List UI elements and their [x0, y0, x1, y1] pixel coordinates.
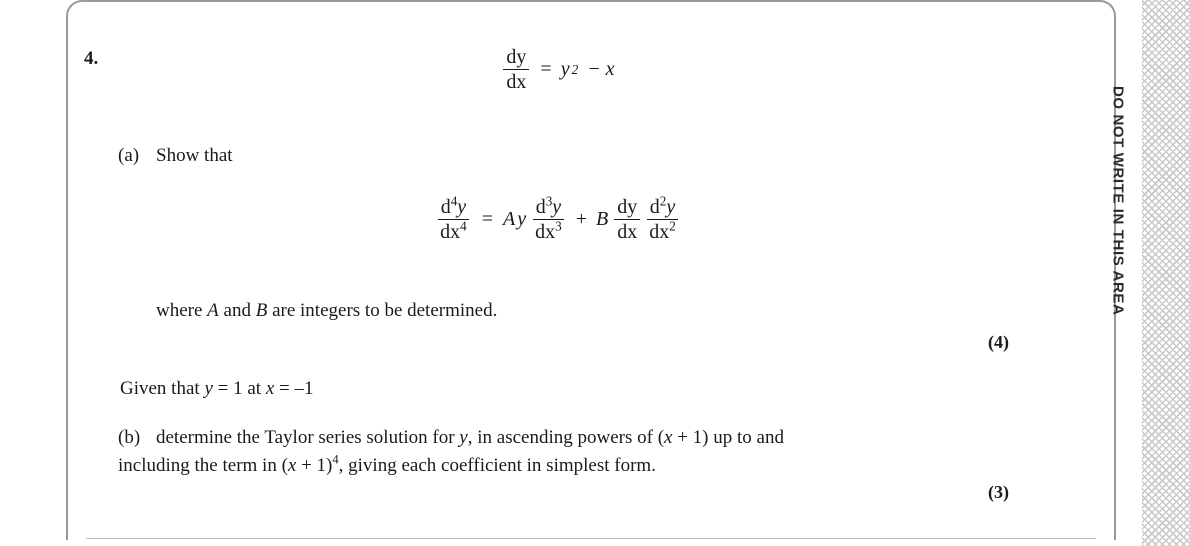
part-b-line1-b: , in ascending powers of (	[467, 427, 665, 448]
minus-x-term: − x	[587, 58, 615, 81]
where-and: and	[218, 300, 256, 321]
exponent-4: 4	[332, 452, 339, 467]
fraction-denominator: $dx^4$	[440, 218, 467, 244]
equation-2-line	[435, 193, 681, 244]
equation-dy-dx	[118, 46, 998, 94]
variable-x: x	[265, 378, 275, 399]
variable-y: y	[459, 427, 468, 448]
fraction-denominator: dx	[506, 71, 527, 94]
part-b-text	[118, 427, 784, 476]
part-b-label: (b)	[118, 427, 141, 448]
question-number: 4.	[84, 48, 99, 69]
part-b	[118, 424, 998, 479]
marks-part-b: (3)	[988, 482, 1009, 502]
variable-x: x	[287, 454, 297, 476]
given-statement	[120, 378, 313, 400]
do-not-write-label: DO NOT WRITE IN THIS AREA	[1109, 86, 1127, 316]
variable-y: y	[517, 208, 527, 231]
variable-x: x	[664, 427, 673, 448]
fraction-denominator: $dx^2$	[649, 218, 676, 244]
given-prefix: Given that	[120, 378, 205, 399]
fraction-numerator: $d^2y$	[647, 196, 678, 220]
equation-1-line: $\frac{dy}{dx}$ = y 2 − x	[501, 46, 614, 94]
part-a-text: Show that	[156, 145, 233, 166]
part-a	[118, 142, 998, 170]
fraction-dy-dx	[614, 196, 640, 244]
where-prefix: where	[156, 300, 208, 321]
where-statement	[156, 300, 497, 322]
variable-y: y	[204, 378, 213, 399]
fraction-numerator: dy	[614, 196, 640, 220]
variable-y: y	[560, 58, 570, 81]
symbol-A: A	[207, 300, 219, 321]
equals-sign: =	[481, 208, 494, 231]
fraction-dy-dx	[503, 46, 529, 94]
equals-sign: =	[540, 58, 552, 81]
hatched-margin	[1142, 0, 1190, 546]
fraction-numerator: $d^3y$	[533, 196, 564, 220]
part-b-line2-c: , giving each coefficient in simplest form.	[338, 454, 656, 476]
given-y-value: = 1	[212, 378, 243, 399]
given-x-value: = –1	[274, 378, 314, 399]
fraction-d3y-dx3	[532, 193, 565, 244]
part-b-line1-a: determine the Taylor series solution for	[156, 427, 460, 448]
fraction-d2y-dx2	[646, 193, 679, 244]
bottom-rule	[86, 538, 1096, 539]
plus-sign: +	[575, 208, 588, 231]
coefficient-A: A	[503, 208, 516, 231]
fraction-d4y-dx4	[437, 193, 470, 244]
symbol-B: B	[255, 300, 268, 321]
where-suffix: are integers to be determined.	[267, 300, 498, 321]
given-at: at	[242, 378, 266, 399]
part-b-line2-b: + 1)	[296, 454, 333, 476]
do-not-write-notice	[1098, 0, 1138, 546]
equation-fourth-derivative	[118, 193, 998, 244]
coefficient-B: B	[596, 208, 609, 231]
fraction-denominator: $dx^3$	[535, 218, 562, 244]
part-b-line1-c: + 1) up to and	[672, 427, 784, 448]
part-a-label: (a)	[118, 145, 140, 166]
part-b-line2-a: including the term in (	[118, 454, 288, 476]
fraction-numerator: $d^4y$	[438, 196, 469, 220]
fraction-denominator: dx	[617, 221, 638, 244]
fraction-numerator: dy	[503, 46, 529, 70]
marks-part-a: (4)	[988, 332, 1009, 352]
